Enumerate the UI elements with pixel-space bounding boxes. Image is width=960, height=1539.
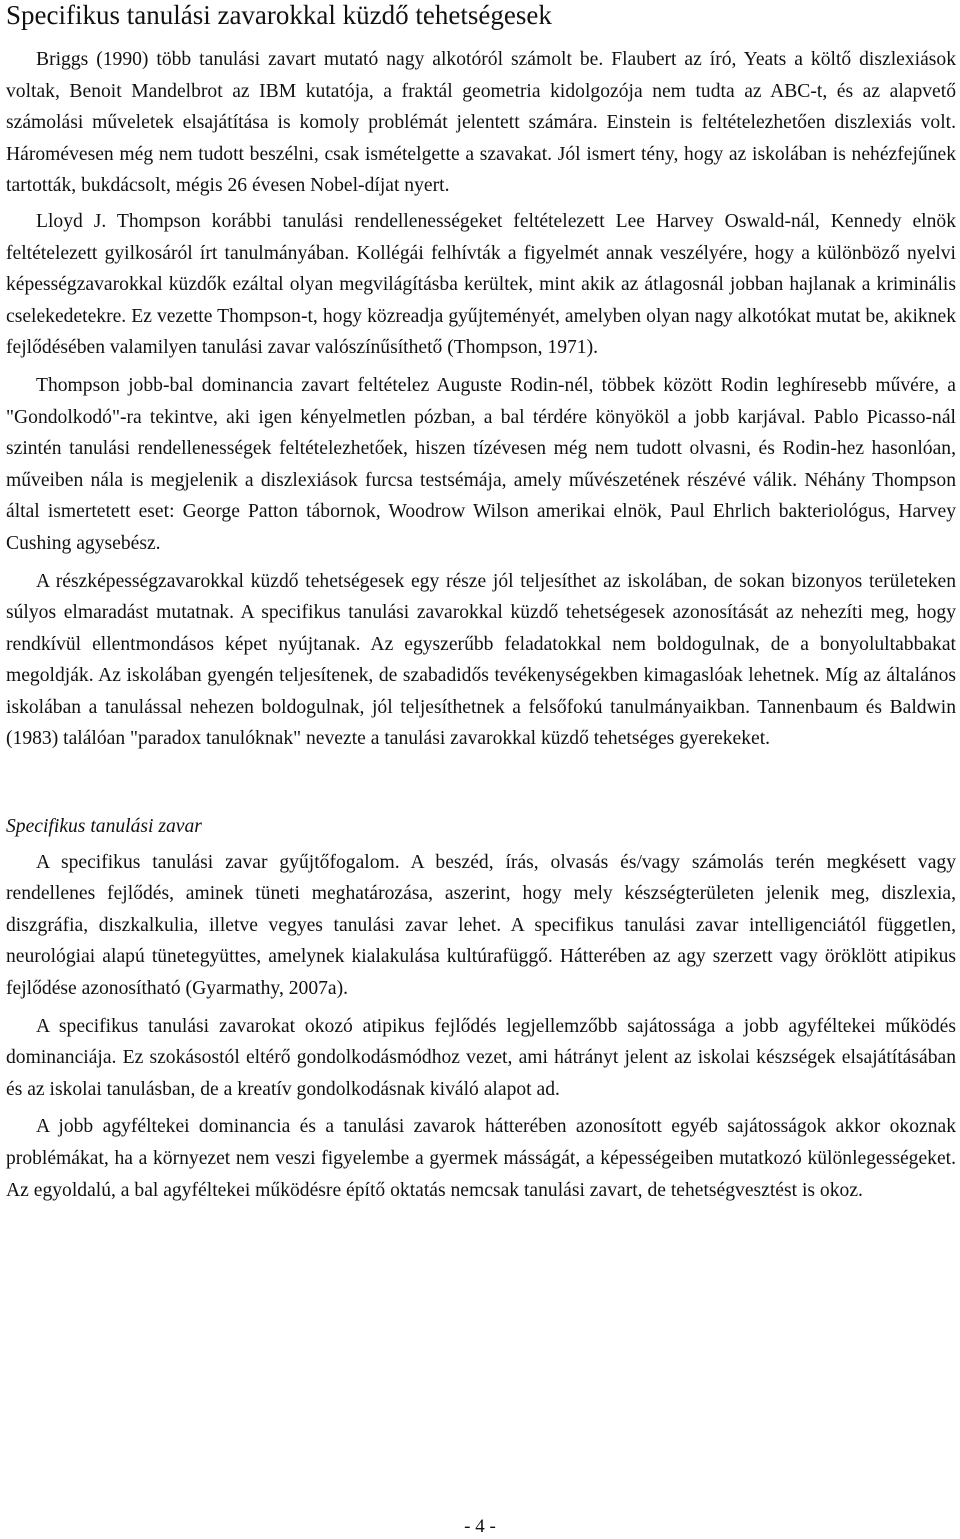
paragraph-definition: A specifikus tanulási zavar gyűjtőfogalom. A beszéd, írás, olvasás és/vagy számolás terén megkésett vagy rendellenes fejlődés, aminek tüneti meghatározása, aszerint, hogy mely készségterületen jelenik meg, diszlexia, diszgráfia, diszkalkulia, illetve vegyes tanulási zavar lehet. A specifikus tanulási zavar intelligenciától független, neurológiai alapú tünetegyüttes, amelynek kialakulása kultúrafüggő. Hátterében az agy szerzett vagy öröklött atipikus fejlődése azonosítható (Gyarmathy, 2007a). <box>6 851 956 1000</box>
page-number: - 4 - <box>464 1516 496 1537</box>
page-title: Specifikus tanulási zavarokkal küzdő tehetségesek <box>6 0 552 30</box>
paragraph-education: A jobb agyféltekei dominancia és a tanulási zavarok hátterében azonosított egyéb sajátosságok akkor okoznak problémákat, ha a környezet nem veszi figyelembe a gyermek másságát, a képességeiben mutatkozó különlegességeket. Az egyoldalú, a bal agyféltekei működésre építő oktatás nemcsak tanulási zavart, de tehetségvesztést is okoz. <box>6 1116 956 1201</box>
paragraph-thompson-oswald: Lloyd J. Thompson korábbi tanulási rendellenességeket feltételezett Lee Harvey Oswald-nál, Kennedy elnök feltételezett gyilkosáról írt tanulmányában. Kollégái felhívták a figyelmét annak veszélyére, hogy a különböző nyelvi képességzavarokkal küzdők ezáltal olyan megvilágításba kerültek, mint akik az átlagosnál jobban hajlanak a kriminális cselekedetekre. Ez vezette Thompson-t, hogy közreadja gyűjteményét, amelyben olyan nagy alkotókat mutat be, akiknek fejlődésében valamilyen tanulási zavar valószínűsíthető (Thompson, 1971). <box>6 210 956 359</box>
document-body <box>6 44 956 1206</box>
section-heading: Specifikus tanulási zavar <box>6 816 202 838</box>
paragraph-briggs: Briggs (1990) több tanulási zavart mutató nagy alkotóról számolt be. Flaubert az író, Yeats a költő diszlexiások voltak, Benoit Mandelbrot az IBM kutatója, a fraktál geometria kidolgozója nem tudta az ABC-t, és az alapvető számolási műveletek elsajátítása is komoly problémát jelentett számára. Einstein is feltételezhetően diszlexiás volt. Háromévesen még nem tudott beszélni, csak ismételgette a szavakat. Jól ismert tény, hogy az iskolában is nehézfejűnek tartották, bukdácsolt, mégis 26 évesen Nobel-díjat nyert. <box>6 49 956 197</box>
paragraph-rodin-picasso: Thompson jobb-bal dominancia zavart feltételez Auguste Rodin-nél, többek között Rodin leghíresebb művére, a "Gondolkodó"-ra tekintve, aki igen kényelmetlen pózban, a bal térdére könyököl a jobb karjával. Pablo Picasso-nál szintén tanulási rendellenességek feltételezhetőek, hiszen tízévesen még nem tudott olvasni, és Rodin-hez hasonlóan, műveiben nála is megjelenik a diszlexiások furcsa testsémája, amely művészetének részévé válik. Néhány Thompson által ismertetett eset: George Patton tábornok, Woodrow Wilson amerikai elnök, Paul Ehrlich bakteriológus, Harvey Cushing agysebész. <box>6 374 956 554</box>
paragraph-right-hemisphere: A specifikus tanulási zavarokat okozó atipikus fejlődés legjellemzőbb sajátossága a jobb agyféltekei működés dominanciája. Ez szokásostól eltérő gondolkodásmódhoz vezet, ami hátrányt jelent az iskolai készségek elsajátításában és az iskolai tanulásban, de a kreatív gondolkodásnak kiváló alapot ad. <box>6 1015 956 1100</box>
paragraph-paradox-learners: A részképességzavarokkal küzdő tehetségesek egy része jól teljesíthet az iskolában, de sokan bizonyos területeken súlyos elmaradást mutatnak. A specifikus tanulási zavarokkal küzdő tehetségesek azonosítását az nehezíti meg, hogy rendkívül ellentmondásos képet nyújtanak. Az egyszerűbb feladatokkal nem boldogulnak, de a bonyolultabbakat megoldják. Az iskolában gyengén teljesítenek, de szabadidős tevékenységekben kimagaslóak lehetnek. Míg az általános iskolában a tanulással nehezen boldogulnak, jól teljesíthetnek a felsőfokú tanulmányaikban. Tannenbaum és Baldwin (1983) találóan "paradox tanulóknak" nevezte a tanulási zavarokkal küzdő tehetséges gyerekeket. <box>6 570 956 750</box>
